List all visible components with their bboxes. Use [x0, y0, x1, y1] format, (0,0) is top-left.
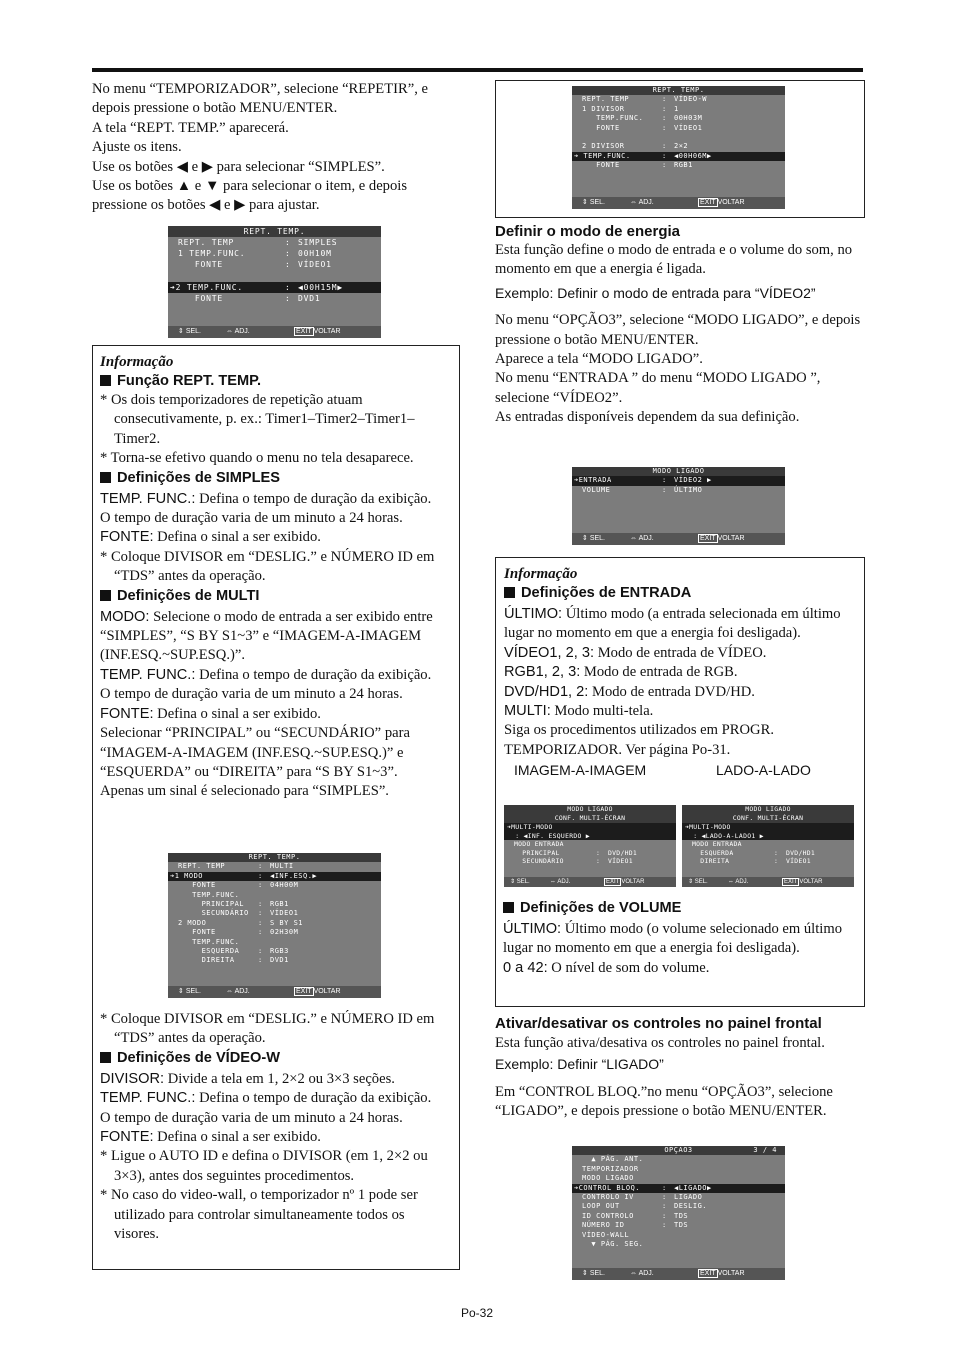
- osd-title: REPT. TEMP.: [572, 86, 785, 95]
- square-bullet-icon: [100, 590, 111, 601]
- adj-icon: ⇔ ADJ.: [630, 535, 654, 542]
- simples-temp-func: TEMP. FUNC.: Defina o tempo de duração da exibição.: [100, 490, 432, 507]
- adj-icon: ⇔ ADJ.: [728, 879, 749, 885]
- exit-icon: EXIT VOLTAR: [606, 879, 645, 885]
- osd-footer: [504, 877, 676, 887]
- intro-step-4: Use os botões ◀ e ▶ para selecionar “SIMPLES”.: [92, 158, 385, 175]
- volume-section: [503, 899, 855, 978]
- exit-icon: EXIT VOLTAR: [700, 1270, 745, 1277]
- osd-opcao3: OPÇÃO3 3 / 4 ▲ PÁG. ANT. TEMPORIZADOR MODO LIGADO ➔CONTROL BLOQ. : ◀LIGADO▶ CONTROLO IV : LIGADO LOOP OUT : DESLIG. ID CONTROLO : TDS NÚMERO ID : TDS VÍDEO-WALL ▼ PÁG. SEG. ⇕ SEL. ⇔ ADJ. EXIT VOLTAR: [572, 1146, 785, 1280]
- osd-footer: [572, 1268, 785, 1280]
- exit-icon: EXIT VOLTAR: [784, 879, 823, 885]
- square-bullet-icon: [504, 587, 515, 598]
- osd-highlight-row: ➔1 MODO : ◀INF.ESQ.▶: [168, 872, 381, 881]
- sel-icon: ⇕ SEL.: [178, 328, 201, 335]
- multi-fonte: FONTE: Defina o sinal a ser exibido.: [100, 705, 321, 722]
- painel-example: Exemplo: Definir “LIGADO”: [495, 1056, 664, 1073]
- simples-bullet: * Coloque DIVISOR em “DESLIG.” e NÚMERO ID em “TDS” antes da operação.: [100, 548, 435, 585]
- entrada-dvd: DVD/HD1, 2: Modo de entrada DVD/HD.: [504, 683, 755, 700]
- exit-icon: EXIT VOLTAR: [296, 328, 341, 335]
- sel-icon: ⇕ SEL.: [582, 1270, 605, 1277]
- adj-icon: ⇔ ADJ.: [630, 1270, 654, 1277]
- entrada-siga: Siga os procedimentos utilizados em PROGR. TEMPORIZADOR. Ver página Po-31.: [504, 722, 774, 758]
- square-bullet-icon: [100, 1052, 111, 1063]
- osd-highlight-row: ➔MULTI-MODO: [504, 823, 676, 832]
- adj-icon: ⇔ ADJ.: [630, 199, 654, 206]
- multi-selecionar: Selecionar “PRINCIPAL” ou “SECUNDÁRIO” para “IMAGEM-A-IMAGEM (INF.ESQ.~SUP.ESQ.)” e “ESQUERDA” ou “DIREITA” para “S BY S1~3”.: [100, 725, 410, 780]
- painel-section: [495, 1014, 865, 1122]
- energia-section: [495, 222, 863, 428]
- osd-page-indicator: 3 / 4: [753, 1146, 777, 1154]
- osd-highlight-row: ➔2 TEMP.FUNC. : ◀00H15M▶: [168, 282, 381, 293]
- heading-simples: Definições de SIMPLES: [100, 469, 450, 488]
- painel-step: Em “CONTROL BLOQ.”no menu “OPÇÃO3”, selecione “LIGADO”, e depois pressione o botão MENU/ENTER.: [495, 1083, 833, 1120]
- exit-icon: EXIT VOLTAR: [700, 199, 745, 206]
- heading-multi: Definições de MULTI: [100, 587, 450, 606]
- sel-icon: ⇕ SEL.: [510, 879, 530, 885]
- osd-title: OPÇÃO3 3 / 4: [572, 1146, 785, 1155]
- videow-bullet-2: * No caso do video-wall, o temporizador nº 1 pode ser utilizado para controlar simultaneamente todos os visores.: [100, 1187, 418, 1243]
- osd-rept-temp-multi: REPT. TEMP. REPT. TEMP : MULTI ➔1 MODO : ◀INF.ESQ.▶ FONTE : 04H00M TEMP.FUNC. PRINCIPAL : RGB1 SECUNDÁRIO : VÍDEO1 2 MODO : S BY S1 FONTE : 02H30M TEMP.FUNC. ESQUERDA : RGB3 DIREITA : DVD1 ⇕ SEL. ⇔ ADJ. EXIT VOLTAR: [168, 853, 381, 998]
- heading-energia: Definir o modo de energia: [495, 223, 681, 240]
- osd-highlight-row: ➔ TEMP.FUNC. : ◀00H06M▶: [572, 152, 785, 161]
- simples-fonte: FONTE: Defina o sinal a ser exibido.: [100, 529, 321, 546]
- osd-highlight-row: ➔ENTRADA : VÍDEO2 ▶: [572, 476, 785, 485]
- osd-imagem-a-imagem: MODO LIGADO CONF. MULTI-ÉCRAN ➔MULTI-MODO : ◀INF. ESQUERDO ▶ MODO ENTRADA PRINCIPAL : DVD/HD1 SECUNDÁRIO : VÍDEO1 ⇕ SEL. ⇔ ADJ. EXIT VOLTAR: [504, 805, 676, 887]
- entrada-video: VÍDEO1, 2, 3: Modo de entrada de VÍDEO.: [504, 644, 767, 661]
- osd-title: REPT. TEMP.: [168, 853, 381, 862]
- heading-entrada: Definições de ENTRADA: [504, 584, 856, 603]
- entrada-ultimo: ÚLTIMO: Último modo (a entrada selecionada em último lugar no momento em que a energia foi desligada).: [504, 606, 841, 642]
- intro-step-1: No menu “TEMPORIZADOR”, selecione “REPETIR”, e depois pressione o botão MENU/ENTER.: [92, 81, 428, 117]
- energia-example: Exemplo: Definir o modo de entrada para “VÍDEO2”: [495, 284, 816, 301]
- page-number: Po-32: [461, 1306, 494, 1320]
- osd-modo-ligado: MODO LIGADO ➔ENTRADA : VÍDEO2 ▶ VOLUME : ÚLTIMO ⇕ SEL. ⇔ ADJ. EXIT VOLTAR: [572, 467, 785, 545]
- videow-bullet-1: * Ligue o AUTO ID e defina o DIVISOR (em 1, 2×2 ou 3×3), antes dos seguintes procedimentos.: [100, 1148, 428, 1184]
- osd-title: MODO LIGADO: [572, 467, 785, 476]
- multi-temp-func-range: O tempo de duração varia de um minuto a 24 horas.: [100, 686, 403, 703]
- heading-rept: Função REPT. TEMP.: [100, 372, 450, 391]
- osd-rept-temp-video-w: REPT. TEMP. REPT. TEMP : VÍDEO-W 1 DIVISOR : 1 TEMP.FUNC. : 00H03M FONTE : VÍDEO1 2 DIVISOR : 2×2 ➔ TEMP.FUNC. : ◀00H06M▶ FONTE : RGB1 ⇕ SEL. ⇔ ADJ. EXIT VOLTAR: [572, 86, 785, 209]
- info-title: Informação: [504, 566, 578, 582]
- videow-temp-func: TEMP. FUNC.: Defina o tempo de duração da exibição.: [100, 1090, 432, 1107]
- rept-bullet-2: * Torna-se efetivo quando o menu no tela desaparece.: [100, 450, 414, 467]
- exit-icon: EXIT VOLTAR: [296, 988, 341, 995]
- exit-icon: EXIT VOLTAR: [700, 535, 745, 542]
- adj-icon: ⇔ ADJ.: [550, 879, 571, 885]
- square-bullet-icon: [100, 472, 111, 483]
- videow-fonte: FONTE: Defina o sinal a ser exibido.: [100, 1129, 321, 1146]
- osd-title: REPT. TEMP.: [168, 226, 381, 237]
- osd-lado-a-lado: MODO LIGADO CONF. MULTI-ÉCRAN ➔MULTI-MODO : ◀LADO-A-LADO1 ▶ MODO ENTRADA ESQUERDA : DVD/HD1 DIREITA : VÍDEO1 ⇕ SEL. ⇔ ADJ. EXIT VOLTAR: [682, 805, 854, 887]
- osd-highlight-row: ➔MULTI-MODO: [682, 823, 854, 832]
- energia-step-1: No menu “OPÇÃO3”, selecione “MODO LIGADO”, e depois pressione o botão MENU/ENTER.: [495, 312, 861, 348]
- videow-temp-func-range: O tempo de duração varia de um minuto a 24 horas.: [100, 1109, 403, 1126]
- top-rule: [92, 68, 863, 72]
- sel-icon: ⇕ SEL.: [688, 879, 708, 885]
- sel-icon: ⇕ SEL.: [178, 988, 201, 995]
- energia-desc: Esta função define o modo de entrada e o volume do som, no momento em que a energia é ligada.: [495, 242, 853, 278]
- osd-rept-temp-simples: REPT. TEMP. REPT. TEMP : SIMPLES 1 TEMP.FUNC. : 00H10M FONTE : VÍDEO1 ➔2 TEMP.FUNC. : ◀00H15M▶ FONTE : DVD1 ⇕ SEL. ⇔ ADJ. EXIT VOLTAR: [168, 226, 381, 338]
- label-imagem: IMAGEM-A-IMAGEM: [514, 762, 647, 779]
- energia-step-3: No menu “ENTRADA ” do menu “MODO LIGADO ”, selecione “VÍDEO2”.: [495, 370, 821, 406]
- multi-apenas: Apenas um sinal é selecionado para “SIMPLES”.: [100, 783, 389, 800]
- adj-icon: ⇔ ADJ.: [226, 988, 250, 995]
- heading-painel: Ativar/desativar os controles no painel frontal: [495, 1015, 822, 1032]
- volume-ultimo: ÚLTIMO: Último modo (o volume selecionado em último lugar no momento em que a energia foi desligada).: [503, 921, 842, 957]
- simples-temp-func-range: O tempo de duração varia de um minuto a 24 horas.: [100, 510, 403, 527]
- intro-step-5: Use os botões ▲ e ▼ para selecionar o item, e depois pressione os botões ◀ e ▶ para ajustar.: [92, 178, 407, 214]
- intro-step-2: A tela “REPT. TEMP.” aparecerá.: [92, 119, 289, 136]
- energia-step-4: As entradas disponíveis dependem da sua definição.: [495, 409, 800, 426]
- painel-desc: Esta função ativa/desativa os controles no painel frontal.: [495, 1035, 825, 1051]
- multi-temp-func: TEMP. FUNC.: Defina o tempo de duração da exibição.: [100, 666, 432, 683]
- sel-icon: ⇕ SEL.: [582, 199, 605, 206]
- square-bullet-icon: [100, 375, 111, 386]
- heading-video-w: Definições de VÍDEO-W: [100, 1049, 450, 1068]
- energia-step-2: Aparece a tela “MODO LIGADO”.: [495, 351, 703, 368]
- intro-step-3: Ajuste os itens.: [92, 139, 182, 156]
- square-bullet-icon: [503, 902, 514, 913]
- volume-range: 0 a 42: O nível de som do volume.: [503, 959, 710, 976]
- osd-footer: [682, 877, 854, 887]
- osd-highlight-row: ➔CONTROL BLOQ. : ◀LIGADO▶: [572, 1184, 785, 1193]
- adj-icon: ⇔ ADJ.: [226, 328, 250, 335]
- osd-footer: [168, 986, 381, 998]
- multi-modo: MODO: Selecione o modo de entrada a ser exibido entre “SIMPLES”, “S BY S1~3” e “IMAGEM-A-IMAGEM (INF.ESQ.~SUP.ESQ.)”.: [100, 608, 433, 664]
- info-title: Informação: [100, 354, 174, 370]
- osd-frame-video-w: [495, 80, 865, 218]
- videow-divisor: DIVISOR: Divide a tela em 1, 2×2 ou 3×3 seções.: [100, 1070, 395, 1087]
- info-box-left: [92, 345, 460, 1270]
- rept-bullet-1: * Os dois temporizadores de repetição atuam consecutivamente, p. ex.: Timer1–Timer2–Timer1–Timer2.: [100, 392, 415, 447]
- entrada-multi: MULTI: Modo multi-tela.: [504, 703, 654, 720]
- osd-footer: [168, 326, 381, 338]
- prev-page-item: ▲ PÁG. ANT.: [582, 1155, 644, 1164]
- entrada-rgb: RGB1, 2, 3: Modo de entrada de RGB.: [504, 664, 738, 681]
- osd-footer: [572, 533, 785, 545]
- sel-icon: ⇕ SEL.: [582, 535, 605, 542]
- multi-bullet: * Coloque DIVISOR em “DESLIG.” e NÚMERO ID em “TDS” antes da operação.: [100, 1011, 435, 1047]
- label-lado: LADO-A-LADO: [716, 762, 811, 779]
- left-column: [92, 80, 456, 216]
- next-page-item: ▼ PÁG. SEG.: [582, 1239, 644, 1248]
- heading-volume: Definições de VOLUME: [503, 899, 855, 918]
